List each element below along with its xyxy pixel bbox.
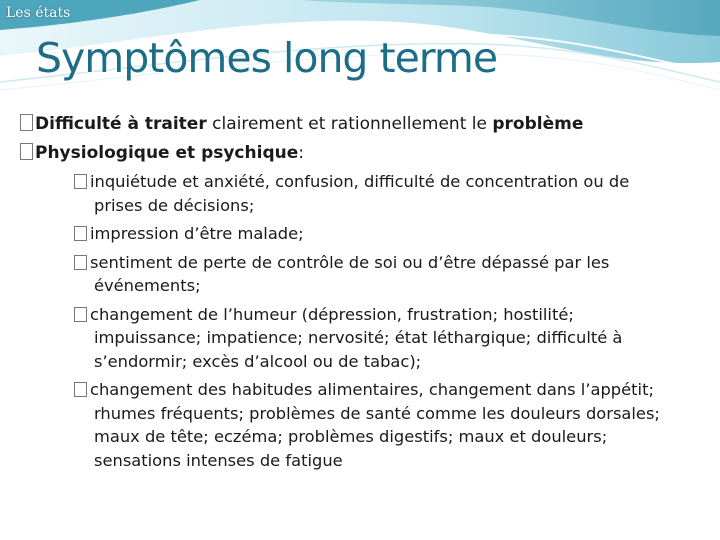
- bullet-icon: [74, 174, 87, 189]
- point-2-text: :: [298, 143, 304, 163]
- sub-bullet-5: [74, 378, 678, 472]
- bullet-icon: [20, 143, 33, 160]
- sub-bullet-text: inquiétude et anxiété, confusion, difficulté de concentration ou de prises de décisions;: [90, 172, 630, 215]
- sub-bullet-text: changement des habitudes alimentaires, changement dans l’appétit; rhumes fréquents; problèmes de santé comme les douleurs dorsales; maux de tête; eczéma; problèmes digestifs; maux et douleurs; sensations intenses de fatigue: [90, 380, 660, 470]
- sub-bullet-2: [74, 222, 678, 246]
- point-2-bold: Physiologique et psychique: [35, 143, 299, 163]
- section-label: Les états: [6, 5, 71, 21]
- sub-bullet-text: changement de l’humeur (dépression, frustration; hostilité; impuissance; impatience; nervosité; état léthargique; difficulté à s’endormir; excès d’alcool ou de tabac);: [90, 304, 623, 371]
- sub-bullet-3: [74, 251, 678, 298]
- sub-bullet-4: [74, 303, 678, 374]
- point-1-text: clairement et rationnellement le: [206, 114, 493, 134]
- point-1-bold-2: problème: [492, 114, 584, 134]
- bullet-point-2: [20, 141, 700, 165]
- bullet-icon: [74, 382, 87, 397]
- sub-bullet-text: impression d’être malade;: [90, 224, 304, 243]
- point-1-bold-1: Difficulté à traiter: [35, 114, 207, 134]
- bullet-icon: [20, 114, 33, 131]
- sub-bullet-text: sentiment de perte de contrôle de soi ou d’être dépassé par les événements;: [90, 252, 610, 295]
- slide-title: Symptômes long terme: [36, 34, 498, 82]
- bullet-icon: [74, 307, 87, 322]
- bullet-icon: [74, 226, 87, 241]
- bullet-icon: [74, 255, 87, 270]
- slide-content: [20, 112, 700, 477]
- sub-bullet-1: [74, 170, 678, 217]
- bullet-point-1: [20, 112, 700, 136]
